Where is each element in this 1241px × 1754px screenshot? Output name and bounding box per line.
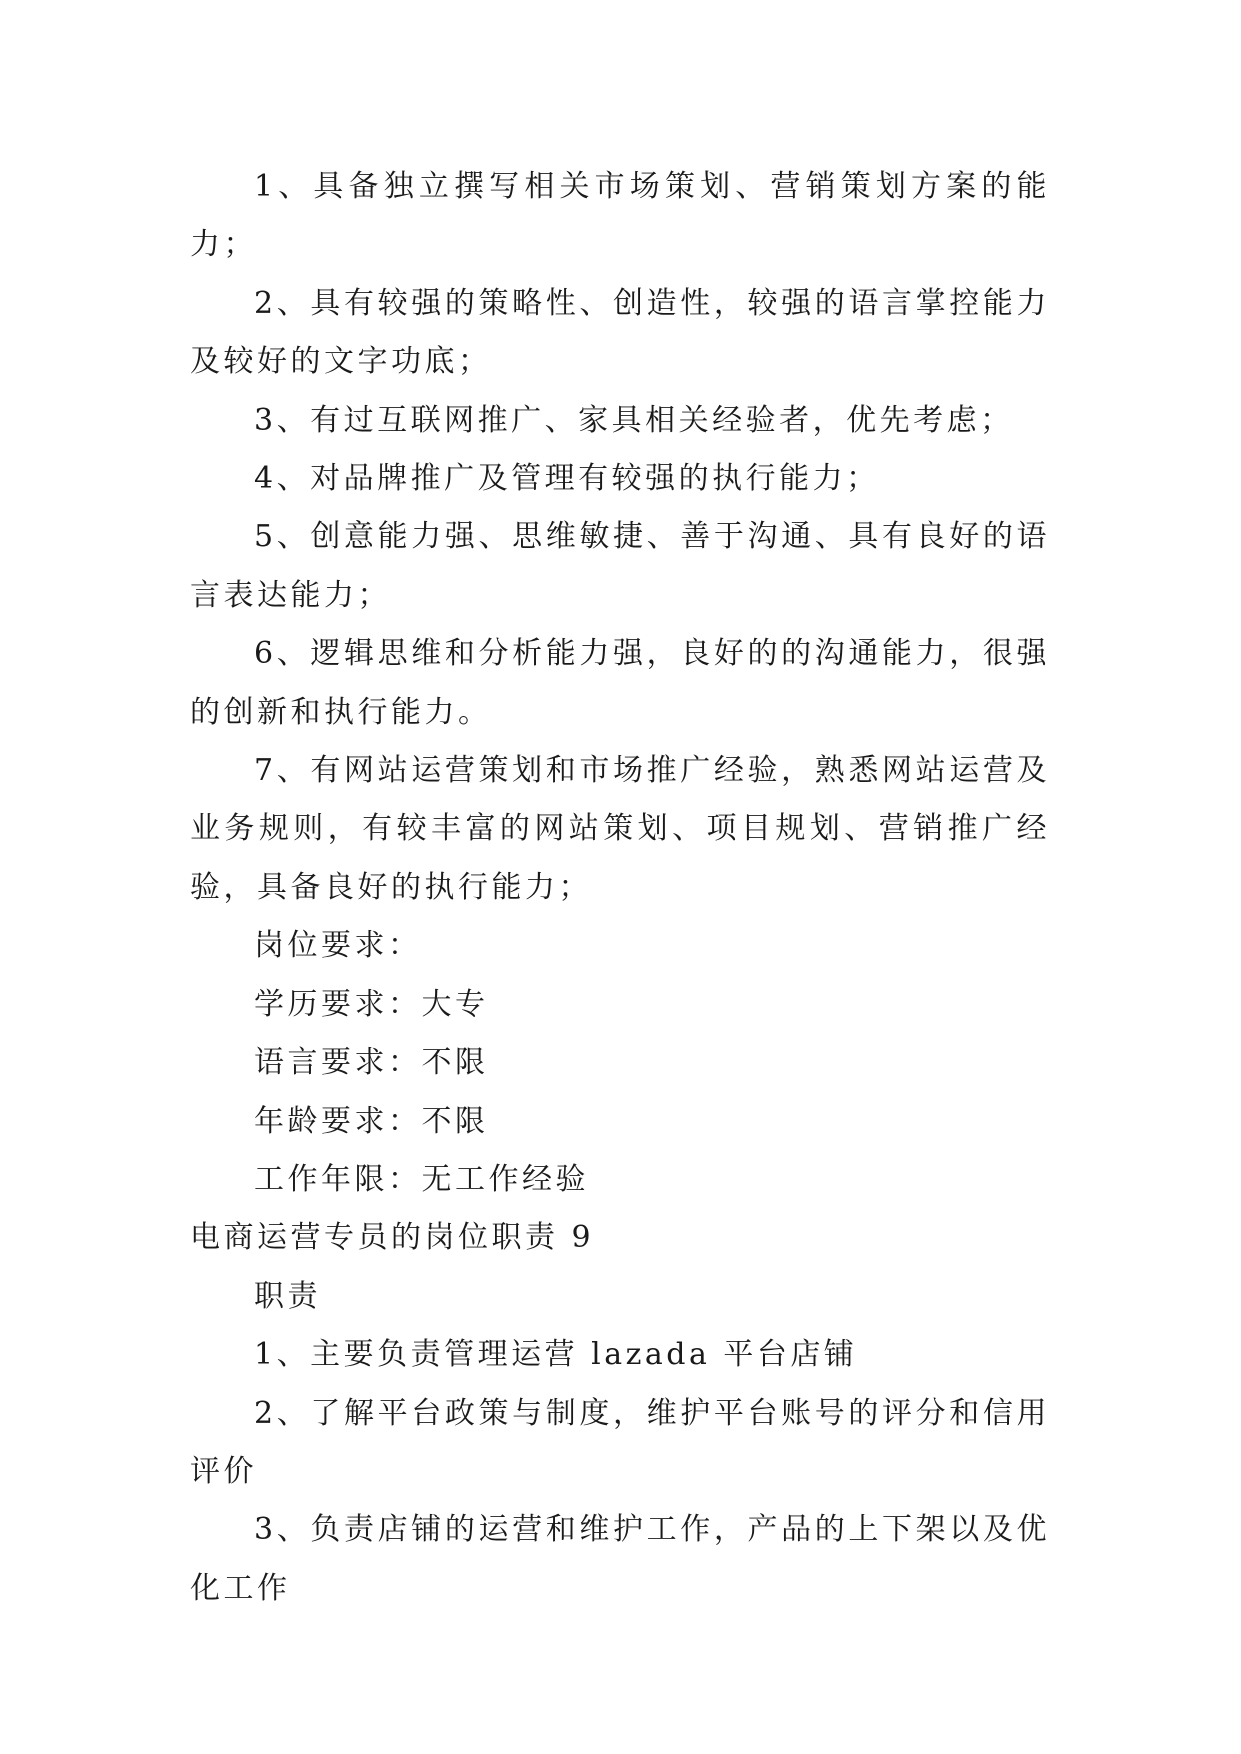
requirement-item-1: 1、具备独立撰写相关市场策划、营销策划方案的能力； (190, 169, 1050, 263)
duty-item-1: 1、主要负责管理运营 lazada 平台店铺 (254, 1337, 858, 1373)
requirement-item-7: 7、有网站运营策划和市场推广经验，熟悉网站运营及业务规则，有较丰富的网站策划、项目规划、营销推广经验，具备良好的执行能力； (190, 753, 1050, 905)
education-requirement: 学历要求：大专 (254, 986, 489, 1022)
requirement-item-2: 2、具有较强的策略性、创造性，较强的语言掌控能力及较好的文字功底； (190, 285, 1050, 380)
requirement-item-4: 4、对品牌推广及管理有较强的执行能力； (254, 461, 880, 497)
requirement-item-5: 5、创意能力强、思维敏捷、善于沟通、具有良好的语言表达能力； (190, 519, 1050, 613)
requirement-item-6: 6、逻辑思维和分析能力强，良好的的沟通能力，很强的创新和执行能力。 (190, 636, 1050, 730)
duty-item-3: 3、负责店铺的运营和维护工作，产品的上下架以及优化工作 (190, 1512, 1050, 1606)
document-body (190, 158, 1050, 1618)
requirement-item-3: 3、有过互联网推广、家具相关经验者，优先考虑； (254, 402, 1014, 438)
age-requirement: 年龄要求：不限 (254, 1103, 489, 1139)
duty-item-2: 2、了解平台政策与制度，维护平台账号的评分和信用评价 (190, 1395, 1050, 1489)
work-experience-requirement: 工作年限：无工作经验 (254, 1161, 589, 1197)
language-requirement: 语言要求：不限 (254, 1045, 489, 1081)
section-heading: 电商运营专员的岗位职责 9 (190, 1220, 595, 1256)
duties-label: 职责 (254, 1278, 321, 1314)
position-requirements-label: 岗位要求： (254, 928, 422, 964)
